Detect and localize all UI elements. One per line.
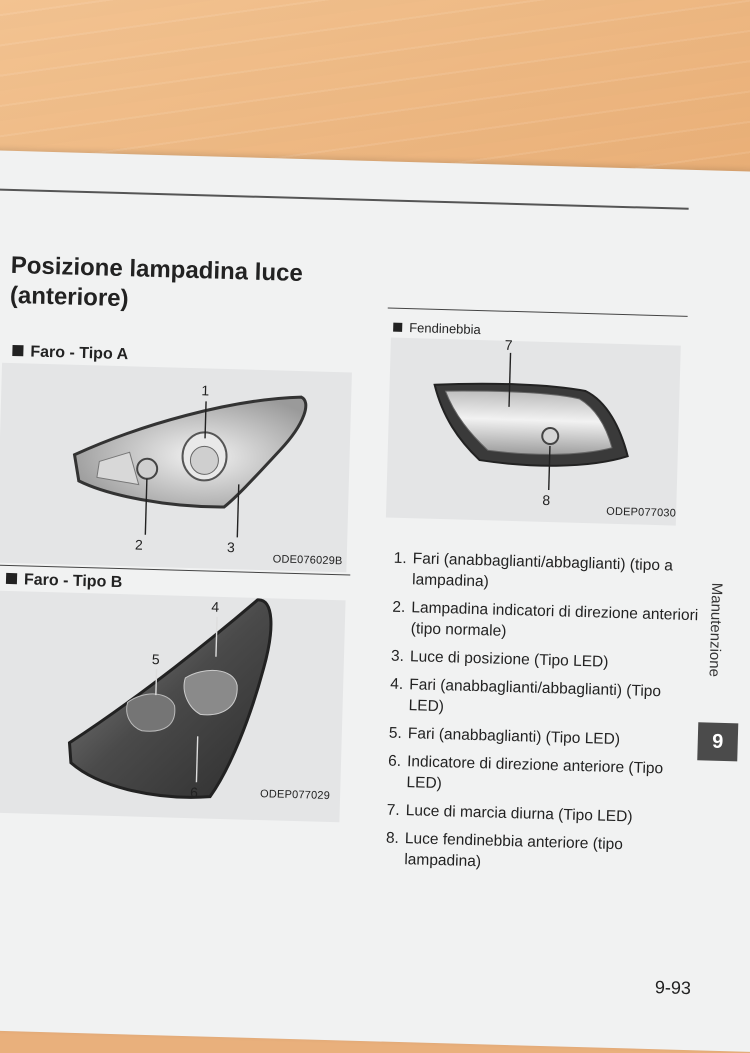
figure-headlamp-type-a xyxy=(0,363,352,573)
callout-7: 7 xyxy=(504,336,513,353)
title-line-2: (anteriore) xyxy=(9,281,129,313)
figure-b-code: ODEP077029 xyxy=(259,788,331,803)
chapter-tab: 9 xyxy=(697,722,738,761)
chapter-side-label: Manutenzione xyxy=(705,582,726,678)
figure-fog-code: ODEP077030 xyxy=(605,505,677,520)
list-item: 8. Luce fendinebbia anteriore (tipo lampadina) xyxy=(385,829,624,871)
figure-a-code: ODE076029B xyxy=(272,553,343,568)
list-item: 5. Fari (anabbaglianti) (Tipo LED) xyxy=(388,724,621,749)
square-bullet-icon xyxy=(393,323,402,332)
list-item: 3. Luce di posizione (Tipo LED) xyxy=(390,647,609,671)
manual-page xyxy=(0,150,750,1053)
fog-lamp-drawing xyxy=(386,338,681,526)
callout-3: 3 xyxy=(226,539,236,556)
figure-b-heading: Faro - Tipo B xyxy=(6,571,123,592)
list-item: 4. Fari (anabbaglianti/abbaglianti) (Tipo LED) xyxy=(390,675,662,716)
list-item: 2. Lampadina indicatori di direzione anteriori (tipo normale) xyxy=(392,598,699,640)
headlamp-a-drawing xyxy=(0,363,352,573)
list-item: 6. Indicatore di direzione anteriore (Tipo LED) xyxy=(387,752,664,793)
square-bullet-icon xyxy=(6,573,17,584)
right-column-rule xyxy=(388,307,688,316)
list-item: 1. Fari (anabbaglianti/abbaglianti) (tipo a lampadina) xyxy=(393,549,674,591)
figure-headlamp-type-b xyxy=(0,591,346,823)
callout-6: 6 xyxy=(189,784,199,801)
figure-fog-lamp xyxy=(386,338,681,526)
callout-4: 4 xyxy=(211,598,220,615)
callout-2: 2 xyxy=(134,536,144,553)
headlamp-b-drawing xyxy=(0,591,346,823)
title-line-1: Posizione lampadina luce xyxy=(10,251,304,288)
callout-1: 1 xyxy=(201,382,210,399)
callout-5: 5 xyxy=(151,651,160,668)
page-number: 9-93 xyxy=(654,977,692,999)
bulb-legend-list xyxy=(385,548,704,886)
list-item: 7. Luce di marcia diurna (Tipo LED) xyxy=(386,801,633,826)
figure-a-heading: Faro - Tipo A xyxy=(12,343,128,364)
header-rule xyxy=(0,189,689,210)
page-title xyxy=(10,251,332,320)
figure-fog-heading: Fendinebbia xyxy=(393,320,481,337)
callout-8: 8 xyxy=(542,491,551,509)
square-bullet-icon xyxy=(12,345,23,356)
